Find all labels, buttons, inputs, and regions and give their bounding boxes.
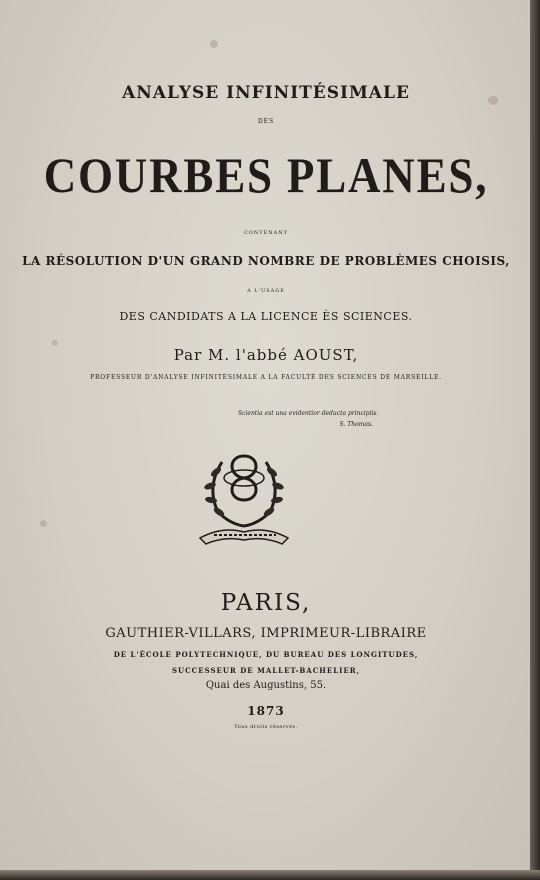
main-title: COURBES PLANES, [43, 147, 489, 203]
address: Quai des Augustins, 55. [205, 680, 327, 691]
page-edge [0, 870, 540, 880]
rights: Tous droits réservés. [234, 724, 298, 730]
contenant-label: CONTENANT [244, 230, 288, 236]
paper-stain [40, 520, 47, 527]
connector-des: DES [257, 118, 275, 125]
epigraph [238, 408, 428, 430]
paper-stain [210, 40, 218, 48]
publisher-emblem-icon [192, 442, 296, 552]
page-edge [530, 0, 540, 880]
subtitle: LA RÉSOLUTION D'UN GRAND NOMBRE DE PROBLÈMES CHOISIS, [22, 254, 510, 268]
publisher-line-2: DE L'ÉCOLE POLYTECHNIQUE, DU BUREAU DES LONGITUDES, [113, 650, 419, 659]
audience: DES CANDIDATS A LA LICENCE ÈS SCIENCES. [119, 310, 413, 323]
epigraph-text: Scientia est una evidentior deducta principiis. [238, 410, 379, 417]
usage-label: A L'USAGE [247, 288, 285, 294]
pre-title: ANALYSE INFINITÉSIMALE [122, 83, 410, 103]
author: Par M. l'abbé AOUST, [173, 346, 359, 364]
place: PARIS, [220, 590, 312, 616]
publisher-line-3: SUCCESSEUR DE MALLET-BACHELIER, [171, 666, 361, 675]
epigraph-attribution: S. Thomas. [339, 421, 373, 428]
year: 1873 [247, 704, 285, 718]
author-title: PROFESSEUR D'ANALYSE INFINITÉSIMALE A LA FACULTÉ DES SCIENCES DE MARSEILLE. [90, 374, 442, 381]
publisher: GAUTHIER-VILLARS, IMPRIMEUR-LIBRAIRE [105, 626, 427, 641]
